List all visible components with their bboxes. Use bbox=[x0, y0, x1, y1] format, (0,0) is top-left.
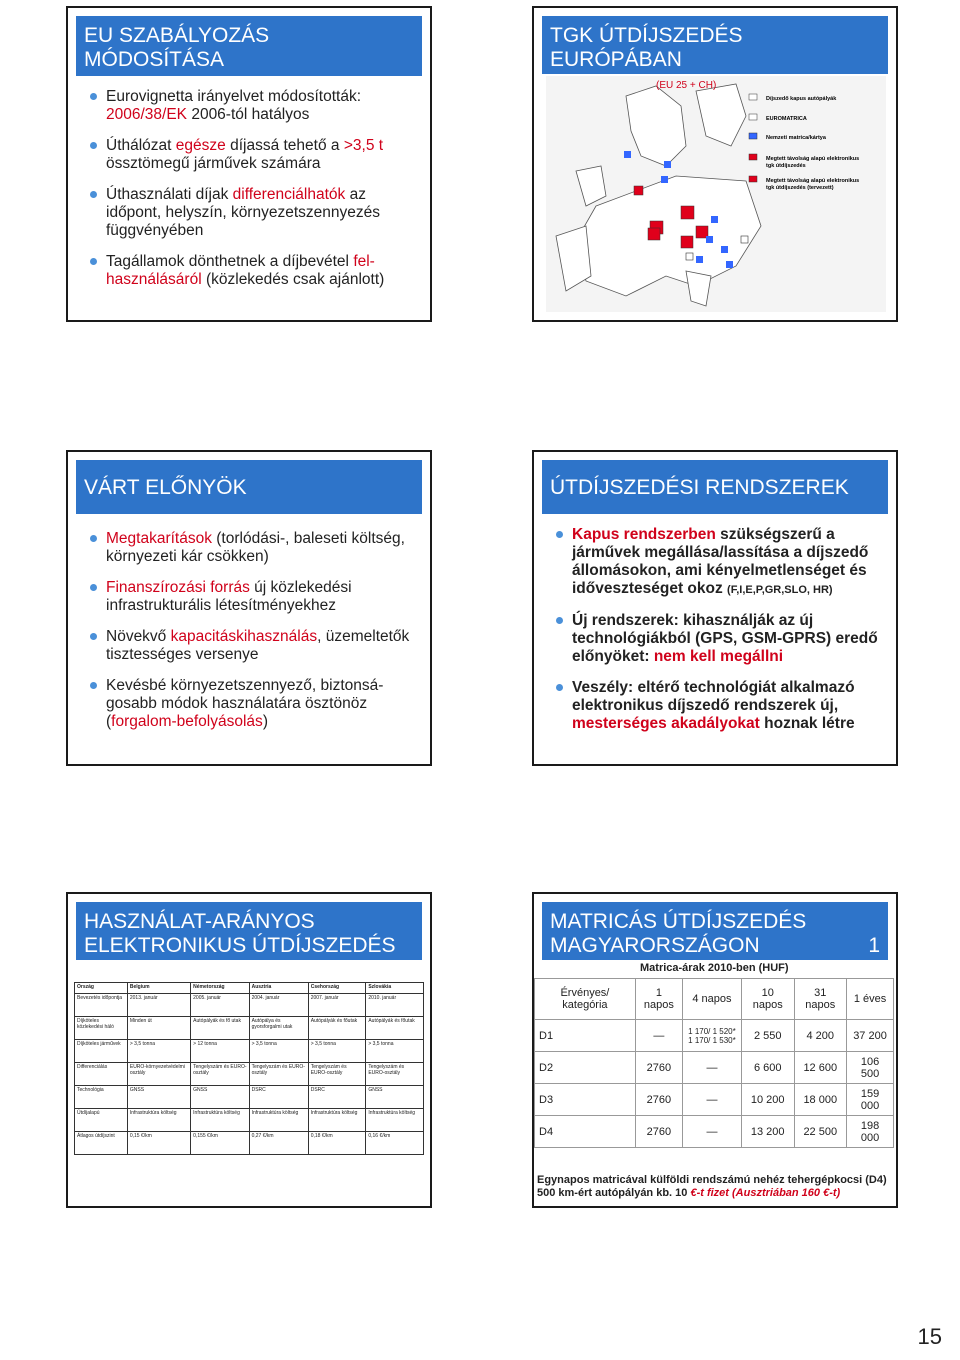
table-cell: Infrastruktúra költség bbox=[127, 1109, 190, 1132]
table-cell: Differenciálás bbox=[75, 1063, 128, 1086]
marker-red bbox=[681, 206, 694, 219]
table-cell: 106 500 bbox=[847, 1052, 894, 1084]
table-cell: Csehország bbox=[308, 983, 366, 994]
bullet-text: Veszély: eltérő technológiát alkalmazó elektronikus díjszedő rendszerek új, bbox=[572, 679, 855, 714]
table-cell: 2760 bbox=[635, 1116, 682, 1148]
table-cell: 159 000 bbox=[847, 1084, 894, 1116]
table-cell: Bevezetés időpontja bbox=[75, 994, 128, 1017]
table-cell: Minden út bbox=[127, 1017, 190, 1040]
legend-item: Nemzeti matrica/kártya bbox=[766, 135, 826, 141]
table-row bbox=[75, 1132, 424, 1155]
table-cell: GNSS bbox=[366, 1086, 424, 1109]
bullet-text: az időpont, helyszín, környezetszennyezés függvényében bbox=[106, 186, 380, 239]
legend-item: tgk útdíjszedés bbox=[766, 163, 806, 169]
table-cell: Ausztria bbox=[249, 983, 308, 994]
table-cell: 18 000 bbox=[794, 1084, 847, 1116]
table-row bbox=[75, 1040, 424, 1063]
bullet-text: 2006-tól hatályos bbox=[187, 106, 310, 123]
table-cell: 10 200 bbox=[741, 1084, 794, 1116]
table-cell: Autópálya és gyorsforgalmi utak bbox=[249, 1017, 308, 1040]
table-cell: — bbox=[682, 1084, 741, 1116]
legend-item: Megtett távolság alapú elektronikus bbox=[766, 178, 860, 184]
table-cell: > 3,5 tonna bbox=[127, 1040, 190, 1063]
table-cell: 37 200 bbox=[847, 1020, 894, 1052]
slide-title: ÚTDÍJSZEDÉSI RENDSZEREK bbox=[542, 460, 888, 514]
marker-blue bbox=[624, 151, 631, 158]
table-cell: Belgium bbox=[127, 983, 190, 994]
slide-title: HASZNÁLAT-ARÁNYOS ELEKTRONIKUS ÚTDÍJSZEDÉS bbox=[76, 902, 422, 960]
bullet-text: egésze bbox=[175, 137, 226, 154]
table-row bbox=[75, 983, 424, 994]
bullet-text: , üzemeltetők tisztességes versenye bbox=[106, 628, 410, 663]
slide-title: VÁRT ELŐNYÖK bbox=[76, 460, 422, 514]
table-cell: 12 600 bbox=[794, 1052, 847, 1084]
bullet-item bbox=[88, 253, 418, 289]
marker-red bbox=[648, 228, 660, 240]
bullet-item bbox=[554, 612, 884, 666]
table-cell: 2004. január bbox=[249, 994, 308, 1017]
vignette-price-table bbox=[534, 978, 894, 1148]
page-number: 15 bbox=[917, 1324, 942, 1349]
table-cell: 2760 bbox=[635, 1052, 682, 1084]
table-cell: Autópályák és főutak bbox=[308, 1017, 366, 1040]
table-cell: GNSS bbox=[127, 1086, 190, 1109]
table-cell: 1 170/ 1 520* 1 170/ 1 530* bbox=[682, 1020, 741, 1052]
table-header-cell: 1 napos bbox=[635, 979, 682, 1020]
table-row bbox=[535, 1020, 894, 1052]
table-cell: 2010. január bbox=[366, 994, 424, 1017]
table-cell: Technológia bbox=[75, 1086, 128, 1109]
marker-blue bbox=[664, 161, 671, 168]
bullet-text: (torlódási-, baleseti költség, környezeti kár csökken) bbox=[106, 530, 405, 565]
bullet-text: Tagállamok dönthetnek a díjbevétel bbox=[106, 253, 354, 270]
bullet-item bbox=[554, 526, 884, 599]
slide-title: TGK ÚTDÍJSZEDÉS EURÓPÁBAN bbox=[542, 16, 888, 74]
table-cell: GNSS bbox=[191, 1086, 249, 1109]
bullet-text: össztömegű járművek számára bbox=[106, 155, 321, 172]
table-cell: 2007. január bbox=[308, 994, 366, 1017]
table-cell: 0,18 €/km bbox=[308, 1132, 366, 1155]
table-cell: 2013. január bbox=[127, 994, 190, 1017]
slide-expected-benefits bbox=[66, 450, 432, 766]
marker-white bbox=[741, 236, 748, 243]
table-cell: — bbox=[682, 1116, 741, 1148]
table-cell: 22 500 bbox=[794, 1116, 847, 1148]
marker-blue bbox=[706, 236, 713, 243]
bullet-text: Eurovignetta irányelvet módosították: bbox=[106, 88, 362, 105]
bullet-text: kapacitáskihasználás bbox=[170, 628, 318, 645]
slide-title: EU SZABÁLYOZÁS MÓDOSÍTÁSA bbox=[76, 16, 422, 76]
bullet-item bbox=[88, 628, 418, 664]
bullet-text: >3,5 t bbox=[343, 137, 384, 154]
table-cell: Infrastruktúra költség bbox=[366, 1109, 424, 1132]
table-cell: D3 bbox=[535, 1084, 636, 1116]
table-cell: Infrastruktúra költség bbox=[249, 1109, 308, 1132]
bullet-item bbox=[88, 530, 418, 566]
table-cell: 0,16 €/km bbox=[366, 1132, 424, 1155]
marker-blue bbox=[721, 246, 728, 253]
bullet-text: fel-használásáról bbox=[106, 253, 375, 288]
table-header-cell: 1 éves bbox=[847, 979, 894, 1020]
table-cell: Ország bbox=[75, 983, 128, 994]
table-cell: 0,15 €/km bbox=[127, 1132, 190, 1155]
bullet-text: forgalom-befolyásolás bbox=[111, 713, 263, 730]
bullet-text: új közlekedési infrastrukturális létesítményekhez bbox=[106, 579, 352, 614]
table-cell: 0,155 €/km bbox=[191, 1132, 249, 1155]
bullet-text: hoznak létre bbox=[759, 715, 855, 732]
table-row bbox=[535, 1116, 894, 1148]
table-row bbox=[75, 994, 424, 1017]
table-caption: Matrica-árak 2010-ben (HUF) bbox=[640, 962, 789, 974]
bullet-item bbox=[88, 186, 418, 240]
slide-toll-systems bbox=[532, 450, 898, 766]
table-cell: DSRC bbox=[308, 1086, 366, 1109]
marker-white bbox=[686, 253, 693, 260]
bullet-text: Úthálózat bbox=[106, 137, 176, 154]
table-cell: — bbox=[635, 1020, 682, 1052]
table-row bbox=[75, 1063, 424, 1086]
marker-blue bbox=[726, 261, 733, 268]
table-cell: > 3,5 tonna bbox=[308, 1040, 366, 1063]
slide-title: MATRICÁS ÚTDÍJSZEDÉS MAGYARORSZÁGON 1 bbox=[542, 902, 888, 960]
table-cell: > 3,5 tonna bbox=[366, 1040, 424, 1063]
legend-item: EUROMATRICA bbox=[766, 116, 807, 122]
bullet-text: Finanszírozási forrás bbox=[106, 579, 250, 596]
table-cell: 2760 bbox=[635, 1084, 682, 1116]
table-header-cell: 31 napos bbox=[794, 979, 847, 1020]
bullet-text: Úthasználati díjak bbox=[106, 186, 233, 203]
legend-item: Megtett távolság alapú elektronikus bbox=[766, 156, 860, 162]
table-cell: — bbox=[682, 1052, 741, 1084]
bullet-text: Kevésbé környezetszennyező, biztonsá-gosabb módok használatára ösztönöz ( bbox=[106, 677, 384, 730]
marker-red bbox=[634, 186, 643, 195]
bullet-text: nem kell megállni bbox=[653, 648, 784, 665]
table-header-cell: 10 napos bbox=[741, 979, 794, 1020]
slide-eu-regulation bbox=[66, 6, 432, 322]
table-cell: Díjköteles járművek bbox=[75, 1040, 128, 1063]
bullet-list bbox=[554, 526, 884, 746]
table-cell: Átlagos útdíjszint bbox=[75, 1132, 128, 1155]
table-cell: > 3,5 tonna bbox=[249, 1040, 308, 1063]
table-cell: Autópályák és fő utak bbox=[191, 1017, 249, 1040]
table-cell: Tengelyszám és EURO-osztály bbox=[366, 1063, 424, 1086]
bullet-list bbox=[88, 530, 418, 744]
legend-item: tgk útdíjszedés (tervezett) bbox=[766, 185, 834, 191]
marker-red bbox=[681, 236, 693, 248]
bullet-item bbox=[88, 88, 418, 124]
table-cell: Autópályák és főutak bbox=[366, 1017, 424, 1040]
table-row bbox=[535, 1084, 894, 1116]
bullet-text: 2006/38/EK bbox=[106, 106, 188, 123]
table-row bbox=[535, 1052, 894, 1084]
table-cell: 2 550 bbox=[741, 1020, 794, 1052]
bullet-text: Megtakarítások bbox=[106, 530, 212, 547]
table-cell: 4 200 bbox=[794, 1020, 847, 1052]
bullet-list bbox=[88, 88, 418, 302]
bullet-text: (F,I,E,P,GR,SLO, HR) bbox=[727, 584, 833, 596]
marker-blue bbox=[661, 176, 668, 183]
bullet-text: Növekvő bbox=[106, 628, 171, 645]
table-header-cell: 4 napos bbox=[682, 979, 741, 1020]
europe-map bbox=[546, 76, 886, 312]
table-cell: Németország bbox=[191, 983, 249, 994]
table-cell: Tengelyszám és EURO-osztály bbox=[249, 1063, 308, 1086]
table-cell: > 12 tonna bbox=[191, 1040, 249, 1063]
table-cell: 13 200 bbox=[741, 1116, 794, 1148]
bullet-text: (közlekedés csak ajánlott) bbox=[201, 271, 385, 288]
bullet-text: szükségszerű a járművek megállása/lassítása a díjszedő állomásokon, ami kényelmetlenséget és időveszteséget okoz bbox=[572, 526, 869, 597]
marker-blue bbox=[711, 216, 718, 223]
table-cell: Szlovákia bbox=[366, 983, 424, 994]
table-cell: Infrastruktúra költség bbox=[308, 1109, 366, 1132]
marker-blue bbox=[696, 256, 703, 263]
table-header-cell: Érvényes/ kategória bbox=[535, 979, 636, 1020]
table-cell: 198 000 bbox=[847, 1116, 894, 1148]
table-row bbox=[75, 1109, 424, 1132]
table-cell: D1 bbox=[535, 1020, 636, 1052]
table-cell: 6 600 bbox=[741, 1052, 794, 1084]
bullet-item bbox=[88, 579, 418, 615]
table-cell: EURO-környezetvédelmi osztály bbox=[127, 1063, 190, 1086]
bullet-text: differenciálhatók bbox=[232, 186, 346, 203]
bullet-item bbox=[88, 677, 418, 731]
bullet-text: Új rendszerek: kihasználják az új technológiákból (GPS, GSM-GPRS) eredő előnyöket: bbox=[572, 612, 878, 665]
table-cell: Útdíjalapú bbox=[75, 1109, 128, 1132]
bullet-text: díjassá tehető a bbox=[225, 137, 344, 154]
table-row bbox=[75, 1086, 424, 1109]
legend-item: Díjszedő kapus autópályák bbox=[766, 96, 837, 102]
table-cell: Infrastruktúra költség bbox=[191, 1109, 249, 1132]
table-cell: 2005. január bbox=[191, 994, 249, 1017]
map-caption: (EU 25 + CH) bbox=[656, 80, 717, 91]
bullet-text: ) bbox=[262, 713, 268, 730]
vignette-note: Egynapos matricával külföldi rendszámú nehéz tehergépkocsi (D4) 500 km-ért autópályán kb. 10 €-t fizet (Ausztriában 160 €-t) bbox=[537, 1174, 887, 1199]
bullet-item bbox=[88, 137, 418, 173]
country-comparison-table bbox=[74, 982, 424, 1155]
table-cell: Tengelyszám és EURO-osztály bbox=[308, 1063, 366, 1086]
table-cell: Díjköteles közlekedési háló bbox=[75, 1017, 128, 1040]
table-cell: 0,27 €/km bbox=[249, 1132, 308, 1155]
bullet-text: mesterséges akadályokat bbox=[572, 715, 760, 732]
table-cell: Tengelyszám és EURO-osztály bbox=[191, 1063, 249, 1086]
bullet-item bbox=[554, 679, 884, 733]
table-header-row bbox=[535, 979, 894, 1020]
table-row bbox=[75, 1017, 424, 1040]
table-cell: D4 bbox=[535, 1116, 636, 1148]
table-cell: DSRC bbox=[249, 1086, 308, 1109]
bullet-text: Kapus rendszerben bbox=[572, 526, 716, 543]
table-cell: D2 bbox=[535, 1052, 636, 1084]
